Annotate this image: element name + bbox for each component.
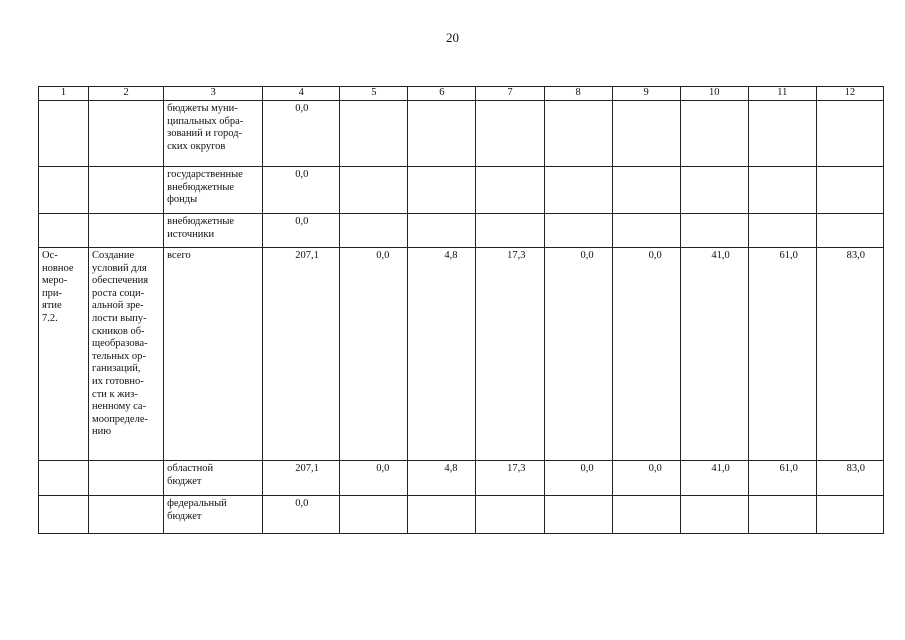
description-cell [89, 214, 164, 248]
value-cell: 41,0 [680, 248, 748, 461]
table-row [39, 167, 884, 214]
value-cell [612, 214, 680, 248]
value-cell: 0,0 [544, 461, 612, 496]
value-cell [748, 167, 816, 214]
column-header: 6 [408, 87, 476, 101]
value-cell: 0,0 [612, 248, 680, 461]
value-cell: 4,8 [408, 461, 476, 496]
description-cell [89, 167, 164, 214]
value-cell [476, 496, 544, 534]
activity-cell [39, 214, 89, 248]
value-cell [612, 496, 680, 534]
value-cell: 0,0 [544, 248, 612, 461]
funding-source-cell: бюджеты муни- ципальных обра- зований и город- ских округов [164, 101, 263, 167]
activity-cell [39, 496, 89, 534]
value-cell: 0,0 [340, 461, 408, 496]
value-cell [816, 496, 883, 534]
value-cell [544, 496, 612, 534]
value-cell: 61,0 [748, 461, 816, 496]
value-cell [748, 496, 816, 534]
value-cell [544, 101, 612, 167]
value-cell: 207,1 [263, 248, 340, 461]
value-cell: 207,1 [263, 461, 340, 496]
value-cell: 17,3 [476, 248, 544, 461]
value-cell [476, 167, 544, 214]
funding-source-cell: государственные внебюджетные фонды [164, 167, 263, 214]
value-cell: 4,8 [408, 248, 476, 461]
value-cell: 0,0 [263, 101, 340, 167]
column-header: 5 [340, 87, 408, 101]
column-header: 7 [476, 87, 544, 101]
description-cell [89, 496, 164, 534]
column-header: 4 [263, 87, 340, 101]
value-cell [680, 214, 748, 248]
value-cell [476, 214, 544, 248]
funding-source-cell: федеральный бюджет [164, 496, 263, 534]
funding-source-cell: внебюджетные источники [164, 214, 263, 248]
value-cell [680, 496, 748, 534]
value-cell [612, 101, 680, 167]
value-cell: 0,0 [263, 167, 340, 214]
value-cell [680, 101, 748, 167]
funding-source-cell: всего [164, 248, 263, 461]
value-cell: 83,0 [816, 461, 883, 496]
value-cell: 0,0 [263, 496, 340, 534]
table-row [39, 496, 884, 534]
column-header-row [39, 87, 884, 101]
value-cell [408, 101, 476, 167]
value-cell: 83,0 [816, 248, 883, 461]
column-header: 11 [748, 87, 816, 101]
page-number: 20 [446, 30, 459, 45]
value-cell: 0,0 [612, 461, 680, 496]
budget-table [38, 86, 884, 534]
value-cell [340, 167, 408, 214]
value-cell [544, 214, 612, 248]
value-cell [748, 101, 816, 167]
value-cell [340, 101, 408, 167]
description-cell [89, 461, 164, 496]
table-row [39, 214, 884, 248]
value-cell: 0,0 [263, 214, 340, 248]
value-cell [340, 496, 408, 534]
value-cell: 41,0 [680, 461, 748, 496]
value-cell [476, 101, 544, 167]
column-header: 12 [816, 87, 883, 101]
activity-cell [39, 461, 89, 496]
value-cell [340, 214, 408, 248]
value-cell [816, 101, 883, 167]
table-row [39, 248, 884, 461]
activity-cell [39, 167, 89, 214]
value-cell [408, 496, 476, 534]
table-row [39, 101, 884, 167]
description-cell: Создание условий для обеспечения роста соци- альной зре- лости выпу- скников об- щеобразова- тельных ор- ганизаций, их готовно- сти к жиз- ненному са- моопределе- нию [89, 248, 164, 461]
value-cell [748, 214, 816, 248]
value-cell [680, 167, 748, 214]
value-cell [408, 167, 476, 214]
column-header: 2 [89, 87, 164, 101]
column-header: 1 [39, 87, 89, 101]
value-cell [612, 167, 680, 214]
column-header: 9 [612, 87, 680, 101]
value-cell: 0,0 [340, 248, 408, 461]
value-cell [816, 167, 883, 214]
column-header: 8 [544, 87, 612, 101]
value-cell [816, 214, 883, 248]
description-cell [89, 101, 164, 167]
value-cell [408, 214, 476, 248]
table-row [39, 461, 884, 496]
funding-source-cell: областной бюджет [164, 461, 263, 496]
activity-cell [39, 101, 89, 167]
value-cell: 61,0 [748, 248, 816, 461]
value-cell: 17,3 [476, 461, 544, 496]
column-header: 10 [680, 87, 748, 101]
activity-cell: Ос- новное меро- при- ятие 7.2. [39, 248, 89, 461]
value-cell [544, 167, 612, 214]
column-header: 3 [164, 87, 263, 101]
